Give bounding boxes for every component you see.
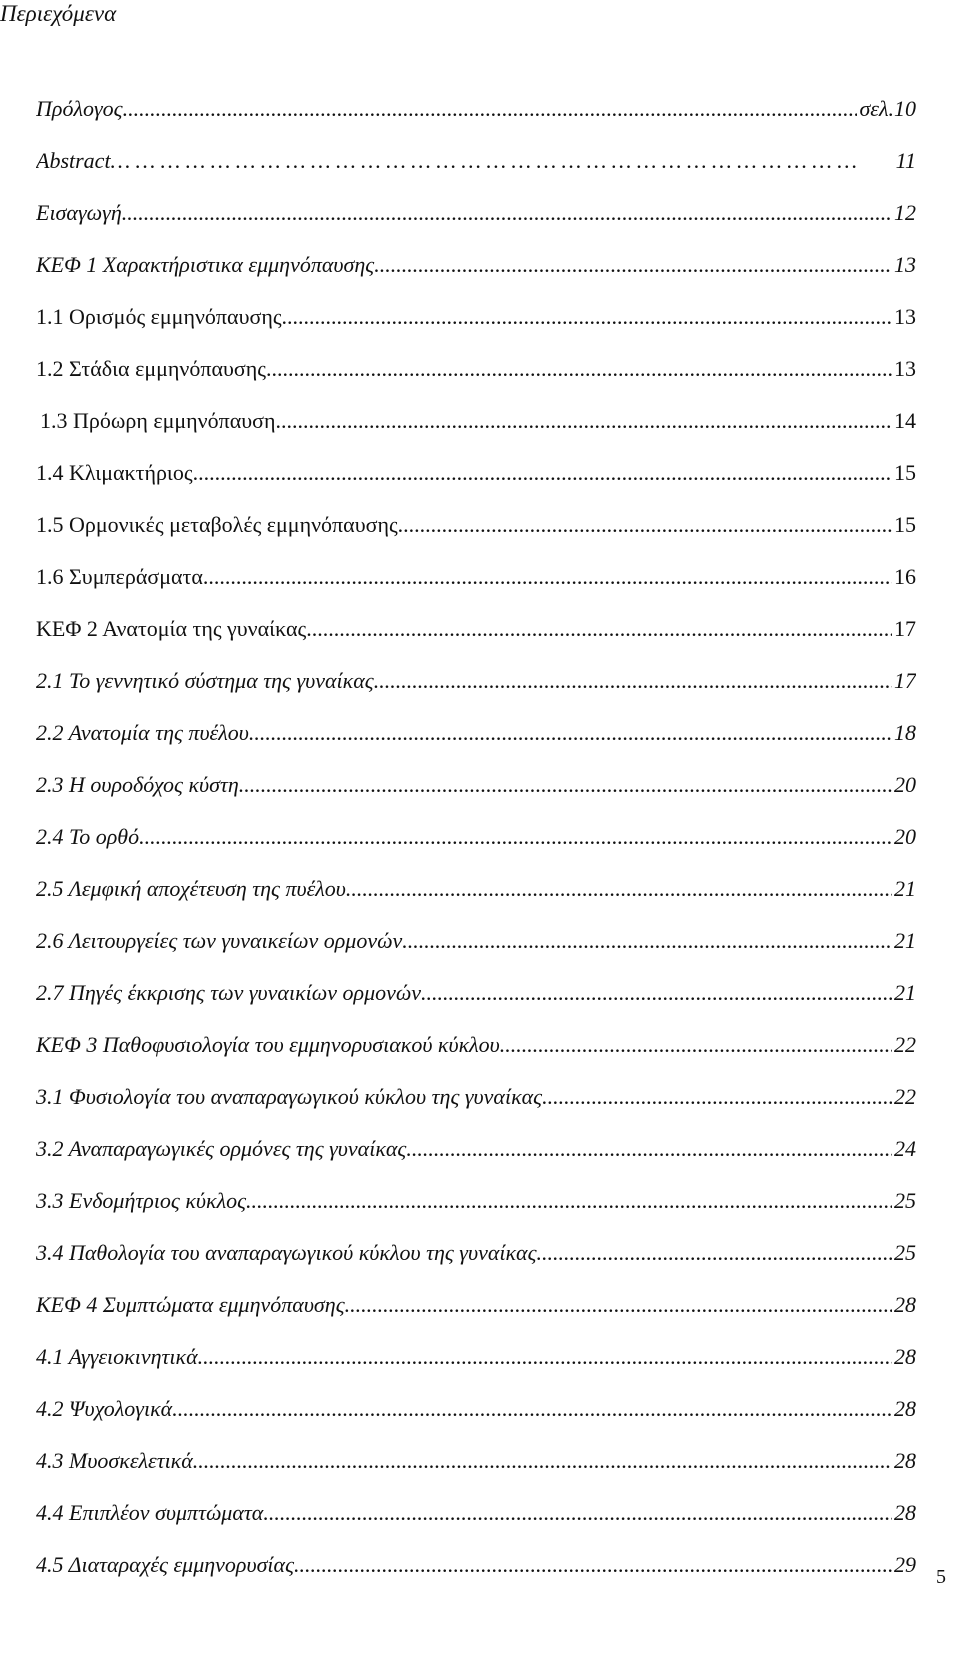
toc-entry-page: 16 — [894, 564, 916, 589]
toc-entry-label: ΚΕΦ 3 Παθοφυσιολογία του εμμηνορυσιακού κύκλου — [36, 1032, 500, 1057]
toc-entry-label: 3.1 Φυσιολογία του αναπαραγωγικού κύκλου της γυναίκας — [36, 1084, 543, 1109]
toc-dot-leader — [111, 148, 894, 174]
toc-entry[interactable] — [36, 876, 916, 928]
toc-entry-label: 2.5 Λεμφική αποχέτευση της πυέλου — [36, 876, 346, 901]
toc-dot-leader — [374, 252, 892, 278]
toc-entry-page: 13 — [894, 252, 916, 277]
toc-dot-leader — [306, 616, 892, 642]
toc-entry[interactable] — [36, 772, 916, 824]
toc-entry[interactable] — [36, 356, 916, 408]
toc-entry[interactable] — [36, 668, 916, 720]
toc-dot-leader — [122, 200, 892, 226]
toc-entry-page: 28 — [894, 1448, 916, 1473]
toc-dot-leader — [266, 356, 892, 382]
toc-entry-label: Εισαγωγή — [36, 200, 122, 225]
page-title: Περιεχόμενα — [0, 1, 117, 26]
toc-entry[interactable] — [36, 1032, 916, 1084]
toc-dot-leader — [198, 1344, 892, 1370]
toc-entry-page: 28 — [894, 1500, 916, 1525]
toc-entry-page: 17 — [894, 616, 916, 641]
toc-entry-page: 25 — [894, 1188, 916, 1213]
toc-entry-page: 29 — [894, 1552, 916, 1577]
toc-dot-leader — [263, 1500, 892, 1526]
toc-entry[interactable] — [36, 824, 916, 876]
toc-entry-label: 1.1 Ορισμός εμμηνόπαυσης — [36, 304, 282, 329]
toc-entry-label: 4.3 Μυοσκελετικά — [36, 1448, 193, 1473]
toc-entry-page: 21 — [894, 928, 916, 953]
page-number: 5 — [936, 1566, 946, 1588]
toc-entry-label: 1.2 Στάδια εμμηνόπαυσης — [36, 356, 266, 381]
toc-entry-page: 13 — [894, 356, 916, 381]
toc-entry-page: 15 — [894, 460, 916, 485]
toc-entry-label: 2.6 Λειτουργείες των γυναικείων ορμονών — [36, 928, 403, 953]
toc-entry-page: 28 — [894, 1292, 916, 1317]
toc-entry-label: 4.5 Διαταραχές εμμηνορυσίας — [36, 1552, 295, 1577]
toc-entry-page: 11 — [895, 148, 916, 173]
toc-entry-label: 1.5 Ορμονικές μεταβολές εμμηνόπαυσης — [36, 512, 398, 537]
toc-entry-page: 28 — [894, 1344, 916, 1369]
toc-entry[interactable] — [36, 1552, 916, 1604]
toc-entry-page: 17 — [894, 668, 916, 693]
toc-entry-page: 25 — [894, 1240, 916, 1265]
toc-entry[interactable] — [36, 1136, 916, 1188]
toc-entry-page: 24 — [894, 1136, 916, 1161]
toc-entry[interactable] — [36, 1344, 916, 1396]
toc-entry[interactable] — [36, 408, 916, 460]
toc-entry-label: 4.4 Επιπλέον συμπτώματα — [36, 1500, 264, 1525]
toc-dot-leader — [537, 1240, 892, 1266]
toc-entry[interactable] — [36, 616, 916, 668]
toc-entry-page: 18 — [894, 720, 916, 745]
toc-entry[interactable] — [36, 564, 916, 616]
toc-dot-leader — [500, 1032, 892, 1058]
toc-entry[interactable] — [36, 96, 916, 148]
toc-entry-page: 22 — [894, 1084, 916, 1109]
toc-entry-page: 12 — [894, 200, 916, 225]
toc-entry-page: 20 — [894, 772, 916, 797]
toc-entry-label: 2.3 Η ουροδόχος κύστη — [36, 772, 239, 797]
toc-entry-page: σελ.10 — [859, 96, 916, 121]
toc-entry-label: 4.2 Ψυχολογικά — [36, 1396, 173, 1421]
toc-entry-label: 3.3 Ενδομήτριος κύκλος — [36, 1188, 247, 1213]
toc-dot-leader — [345, 1292, 892, 1318]
toc-dot-leader — [246, 1188, 892, 1214]
toc-entry-label: ΚΕΦ 4 Συμπτώματα εμμηνόπαυσης — [36, 1292, 345, 1317]
toc-entry-label: 2.1 Το γεννητικό σύστημα της γυναίκας — [36, 668, 374, 693]
toc-entry[interactable] — [36, 1448, 916, 1500]
toc-dot-leader — [123, 96, 858, 122]
toc-entry[interactable] — [36, 928, 916, 980]
toc-dot-leader — [239, 772, 892, 798]
toc-dot-leader — [172, 1396, 892, 1422]
toc-entry-label: 2.2 Ανατομία της πυέλου — [36, 720, 249, 745]
toc-entry-label: ΚΕΦ 1 Χαρακτήριστικα εμμηνόπαυσης — [36, 252, 375, 277]
toc-entry-page: 21 — [894, 876, 916, 901]
toc-entry[interactable] — [36, 200, 916, 252]
toc-entry-page: 13 — [894, 304, 916, 329]
toc-entry[interactable] — [36, 1084, 916, 1136]
toc-entry-page: 15 — [894, 512, 916, 537]
toc-entry-label: 2.4 Το ορθό — [36, 824, 140, 849]
toc-entry-label: 1.4 Κλιμακτήριος — [36, 460, 193, 485]
toc-entry-label: 1.3 Πρόωρη εμμηνόπαυση — [40, 408, 276, 433]
toc-entry-label: Abstract — [36, 148, 111, 173]
toc-entry-page: 28 — [894, 1396, 916, 1421]
toc-entry[interactable] — [36, 720, 916, 772]
toc-entry-label: 3.2 Αναπαραγωγικές ορμόνες της γυναίκας — [36, 1136, 407, 1161]
toc-entry[interactable] — [36, 1240, 916, 1292]
toc-entry-label: 1.6 Συμπεράσματα — [36, 564, 203, 589]
toc-dot-leader — [249, 720, 892, 746]
toc-dot-leader — [346, 876, 892, 902]
toc-entry-label: ΚΕΦ 2 Ανατομία της γυναίκας — [36, 616, 307, 641]
toc-entry-label: Πρόλογος — [36, 96, 123, 121]
toc-entry-label: 2.7 Πηγές έκκρισης των γυναικίων ορμονών — [36, 980, 422, 1005]
toc-entry-label: 3.4 Παθολογία του αναπαραγωγικού κύκλου της γυναίκας — [36, 1240, 537, 1265]
toc-entry-page: 21 — [894, 980, 916, 1005]
toc-entry[interactable] — [36, 304, 916, 356]
toc-entry-page: 22 — [894, 1032, 916, 1057]
toc-entry[interactable] — [36, 980, 916, 1032]
toc-entry[interactable] — [36, 1188, 916, 1240]
toc-dot-leader — [193, 460, 892, 486]
toc-dot-leader — [203, 564, 892, 590]
toc-entry[interactable] — [36, 1292, 916, 1344]
toc-entry-label: 4.1 Αγγειοκινητικά — [36, 1344, 198, 1369]
toc-entry-page: 14 — [894, 408, 916, 433]
toc-entry[interactable] — [36, 1396, 916, 1448]
toc-dot-leader — [421, 980, 892, 1006]
toc-dot-leader — [398, 512, 892, 538]
toc-entry-page: 20 — [894, 824, 916, 849]
toc-dot-leader — [542, 1084, 892, 1110]
toc-entry[interactable] — [36, 512, 916, 564]
toc-entry[interactable] — [36, 148, 916, 200]
toc-dot-leader — [374, 668, 892, 694]
toc-dot-leader — [282, 304, 892, 330]
toc-dot-leader — [276, 408, 892, 434]
toc-dot-leader — [402, 928, 892, 954]
toc-entry[interactable] — [36, 252, 916, 304]
toc-entry[interactable] — [36, 1500, 916, 1552]
toc-dot-leader — [139, 824, 892, 850]
toc-dot-leader — [193, 1448, 892, 1474]
table-of-contents — [36, 96, 916, 1604]
toc-dot-leader — [294, 1552, 892, 1578]
toc-entry[interactable] — [36, 460, 916, 512]
toc-dot-leader — [406, 1136, 892, 1162]
